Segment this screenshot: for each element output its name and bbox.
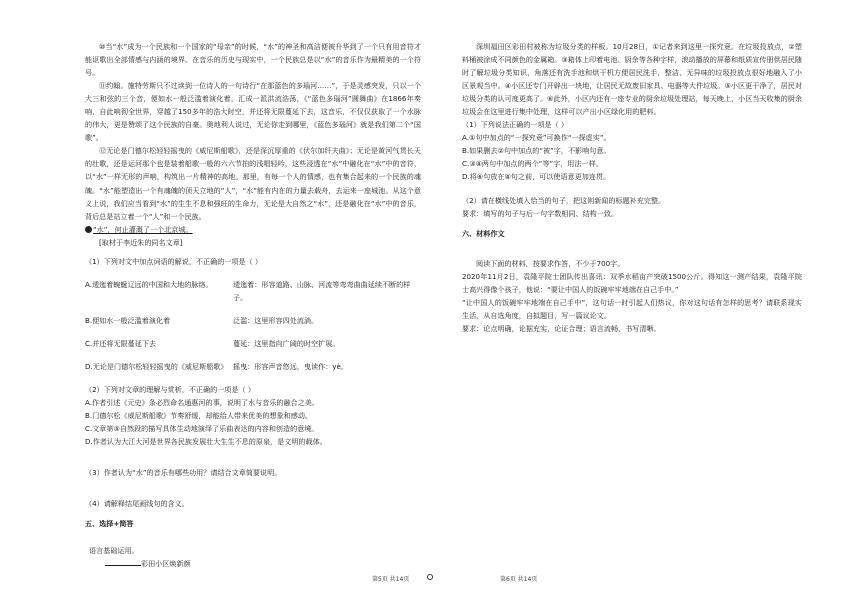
paragraph-11: ⑪约翰。施特劳斯只不过读到一位诗人的一句诗行“在那蓝色的多瑙河……”，于是灵感突发，只以一个大三和弦的三个音，便如水一般泛滥着演化着，汇成一派洪流浩荡，《“蓝色多瑙河”圆舞曲》在1866年奏响，自此响彻全世界，穿越了150多年的浩大时空，并还将无限蔓延下去，这音乐，不仅仅获取了一个水脉的伟大，更是赞颂了这个民族的自豪。奥地利人说过，无论你走到哪里，《蓝色多瑙河》就是我们第二个“国歌”。: [85, 81, 421, 143]
marked-line: [85, 223, 421, 236]
q1-option-d: D.无论是门德尔松轻轻摇曳的《威尼斯船歌》 摇曳：形容声音悠远，曳读作：yè。: [85, 361, 348, 371]
q2-option-c: C.文章第⑤自然段的描写具体生动地演绎了乐曲表达的内容和创造的意境。: [85, 424, 319, 434]
paragraph-10: ⑩当“水”成为一个民族和一个国家的“母亲”的时候，“水”的神圣和高洁便被升华到了一个只有用音符才能讴歌出全部情感与内涵的境界。在音乐的历史与现实中，一个民族总是以“水”的音乐作为最精美的一个符号。: [85, 42, 421, 78]
q2-option-d: D.作者认为大江大河是世界各民族发展壮大生生不息的原泉，是文明的载体。: [85, 437, 327, 447]
q5-title-line: [85, 557, 421, 570]
q2-option-b: B.门德尔松《威尼斯船歌》节奏舒缓，却能给人带来优美的想象和感动。: [85, 411, 313, 421]
section-5-heading: 五、选择+简答: [85, 519, 134, 529]
essay-material-1: 2020年11月2日，袁隆平院士团队传出喜讯：双季水稻亩产突破1500公斤。得知这一测产结果，袁隆平院士高兴得像个孩子，他说：“要让中国人的饭碗牢牢地端在自己手中。”: [462, 271, 802, 294]
left-column: [85, 40, 421, 570]
source-note: [取材于李近朱的同名文章]: [99, 237, 183, 247]
page-number-left: 第5页 共14页: [372, 576, 410, 583]
r-q1-option-b: B.如果删去②句中加点的“被”字，不影响句意。: [462, 146, 611, 156]
right-column: [462, 40, 802, 335]
title-blank: [105, 557, 141, 566]
q1-option-a: A.逶迤着蜿蜒辽远的中国和大地的脉络。 逶迤着：形容道路、山脉、河流等弯弯曲曲延续不断的样子。: [85, 279, 411, 302]
r-q2-requirement: 要求：填写的句子与后一句字数相同、结构一致。: [462, 208, 619, 218]
q5-intro: 语言基础运用。: [89, 545, 139, 555]
essay-intro: 阅读下面的材料，按要求作答，不少于700字。: [476, 258, 625, 268]
q4-stem: （4）请解释结尾画线句的含义。: [85, 499, 189, 509]
q3-stem: （3）作者认为“水”的音乐有哪些功用？请结合文章简要说明。: [85, 468, 282, 478]
r-q2-stem: （2）请在横线处填入恰当的句子，把这则新闻的标题补充完整。: [462, 195, 666, 205]
r-q1-option-a: A.①句中加点的“一探究竟”可换作“一探虚实”。: [462, 133, 611, 143]
q5-title-text: 彩田小区焕新颜: [141, 558, 191, 568]
r-q1-stem: （1）下列说法正确的一项是（ ）: [462, 120, 569, 130]
q1-option-c: C.并还将无限蔓延下去 蔓延：这里指向广阔的时空扩展。: [85, 338, 340, 348]
right-page: [430, 0, 860, 608]
paragraph-12: ⑫无论是门德尔松轻轻摇曳的《威尼斯船歌》，还是深沉厚重的《伏尔加纤夫曲》；无论是黄河气贯长天的壮歌，还是运河那个也是装着船歌一般的六六节拍的浅唱轻吟，这些浸透在“水”中融化在“水”中的音符，以“水”一样无形的声响，构筑出一片精神的高地。那里，有每一个人的情感，也有集合起来的一个民族的魂魄。“水”能塑造出一个有魂魄的顶天立地的“人”，“水”能有内在的力量去载舟，去运来一座城池。从这个意义上说，我们应当看到“水”的生生不息和强旺的生命力，无论是大自然之“水”，还是融化在“水”中的音乐，背后总是站立着一个“人”和一个民族。: [85, 146, 421, 221]
q2-option-a: A.作者引述《元史》条必烈命名通惠河的事，说明了水与音乐的融合之美。: [85, 398, 319, 408]
page-number-right: 第6页 共14页: [500, 576, 538, 583]
mark-circle-icon: [85, 226, 92, 233]
marked-line-text: “水”，何止灌溉了一个北京城。: [93, 224, 193, 234]
essay-requirement: 要求：论点明确，论据充实，论证合理；语言流畅，书写清晰。: [462, 324, 661, 334]
q1-stem: （1）下列对文中加点词语的解说，不正确的一项是（ ）: [85, 256, 263, 266]
q2-stem: （2）下列对文章的理解与赏析，不正确的一项是（ ）: [85, 385, 255, 395]
essay-material-2: “让中国人的饭碗牢牢地端在自己手中”，这句话一时引起人们热议，你对这句话有怎样的思考？请联系现实生活，从自选角度，自拟题目，写一篇议论文。: [462, 297, 802, 321]
news-passage: 深圳福田区彩田村被称为垃圾分类的样板。10月28日，①记者来到这里一探究竟。在垃圾投放点，②塑料桶被涂成不同颜色的金属箱。③箱体上印着电池、厨余等各种字样，滚动播放的屏幕和纸质宣传册供居民随时了解垃圾分类知识，角落还有洗手池和烘干机方便居民洗手，整洁、无异味的垃圾投放点很好地融入了小区景观当中。④小区还专门开辟出一块地，让居民无故废旧家具、电器等大件垃圾。⑤小区更干净了，居民对垃圾分类的认可度更高了。⑥此外，小区内还有一座专业的厨余垃圾处理站，每天晚上，小区当天收集的厨余垃圾会在这里进行集中处理，这样可以产出小区绿化用的肥料。: [462, 42, 802, 117]
r-q1-option-c: C.③④两句中加点的两个“等”字，用法一样。: [462, 159, 603, 169]
r-q1-option-d: D.将⑥句放在④句之前，可以使语意更加连贯。: [462, 172, 611, 182]
q1-option-b: B.便如水一般泛滥着演化着 泛滥：这里形容四处流淌。: [85, 315, 319, 325]
section-6-heading: 六、材料作文: [462, 228, 505, 238]
